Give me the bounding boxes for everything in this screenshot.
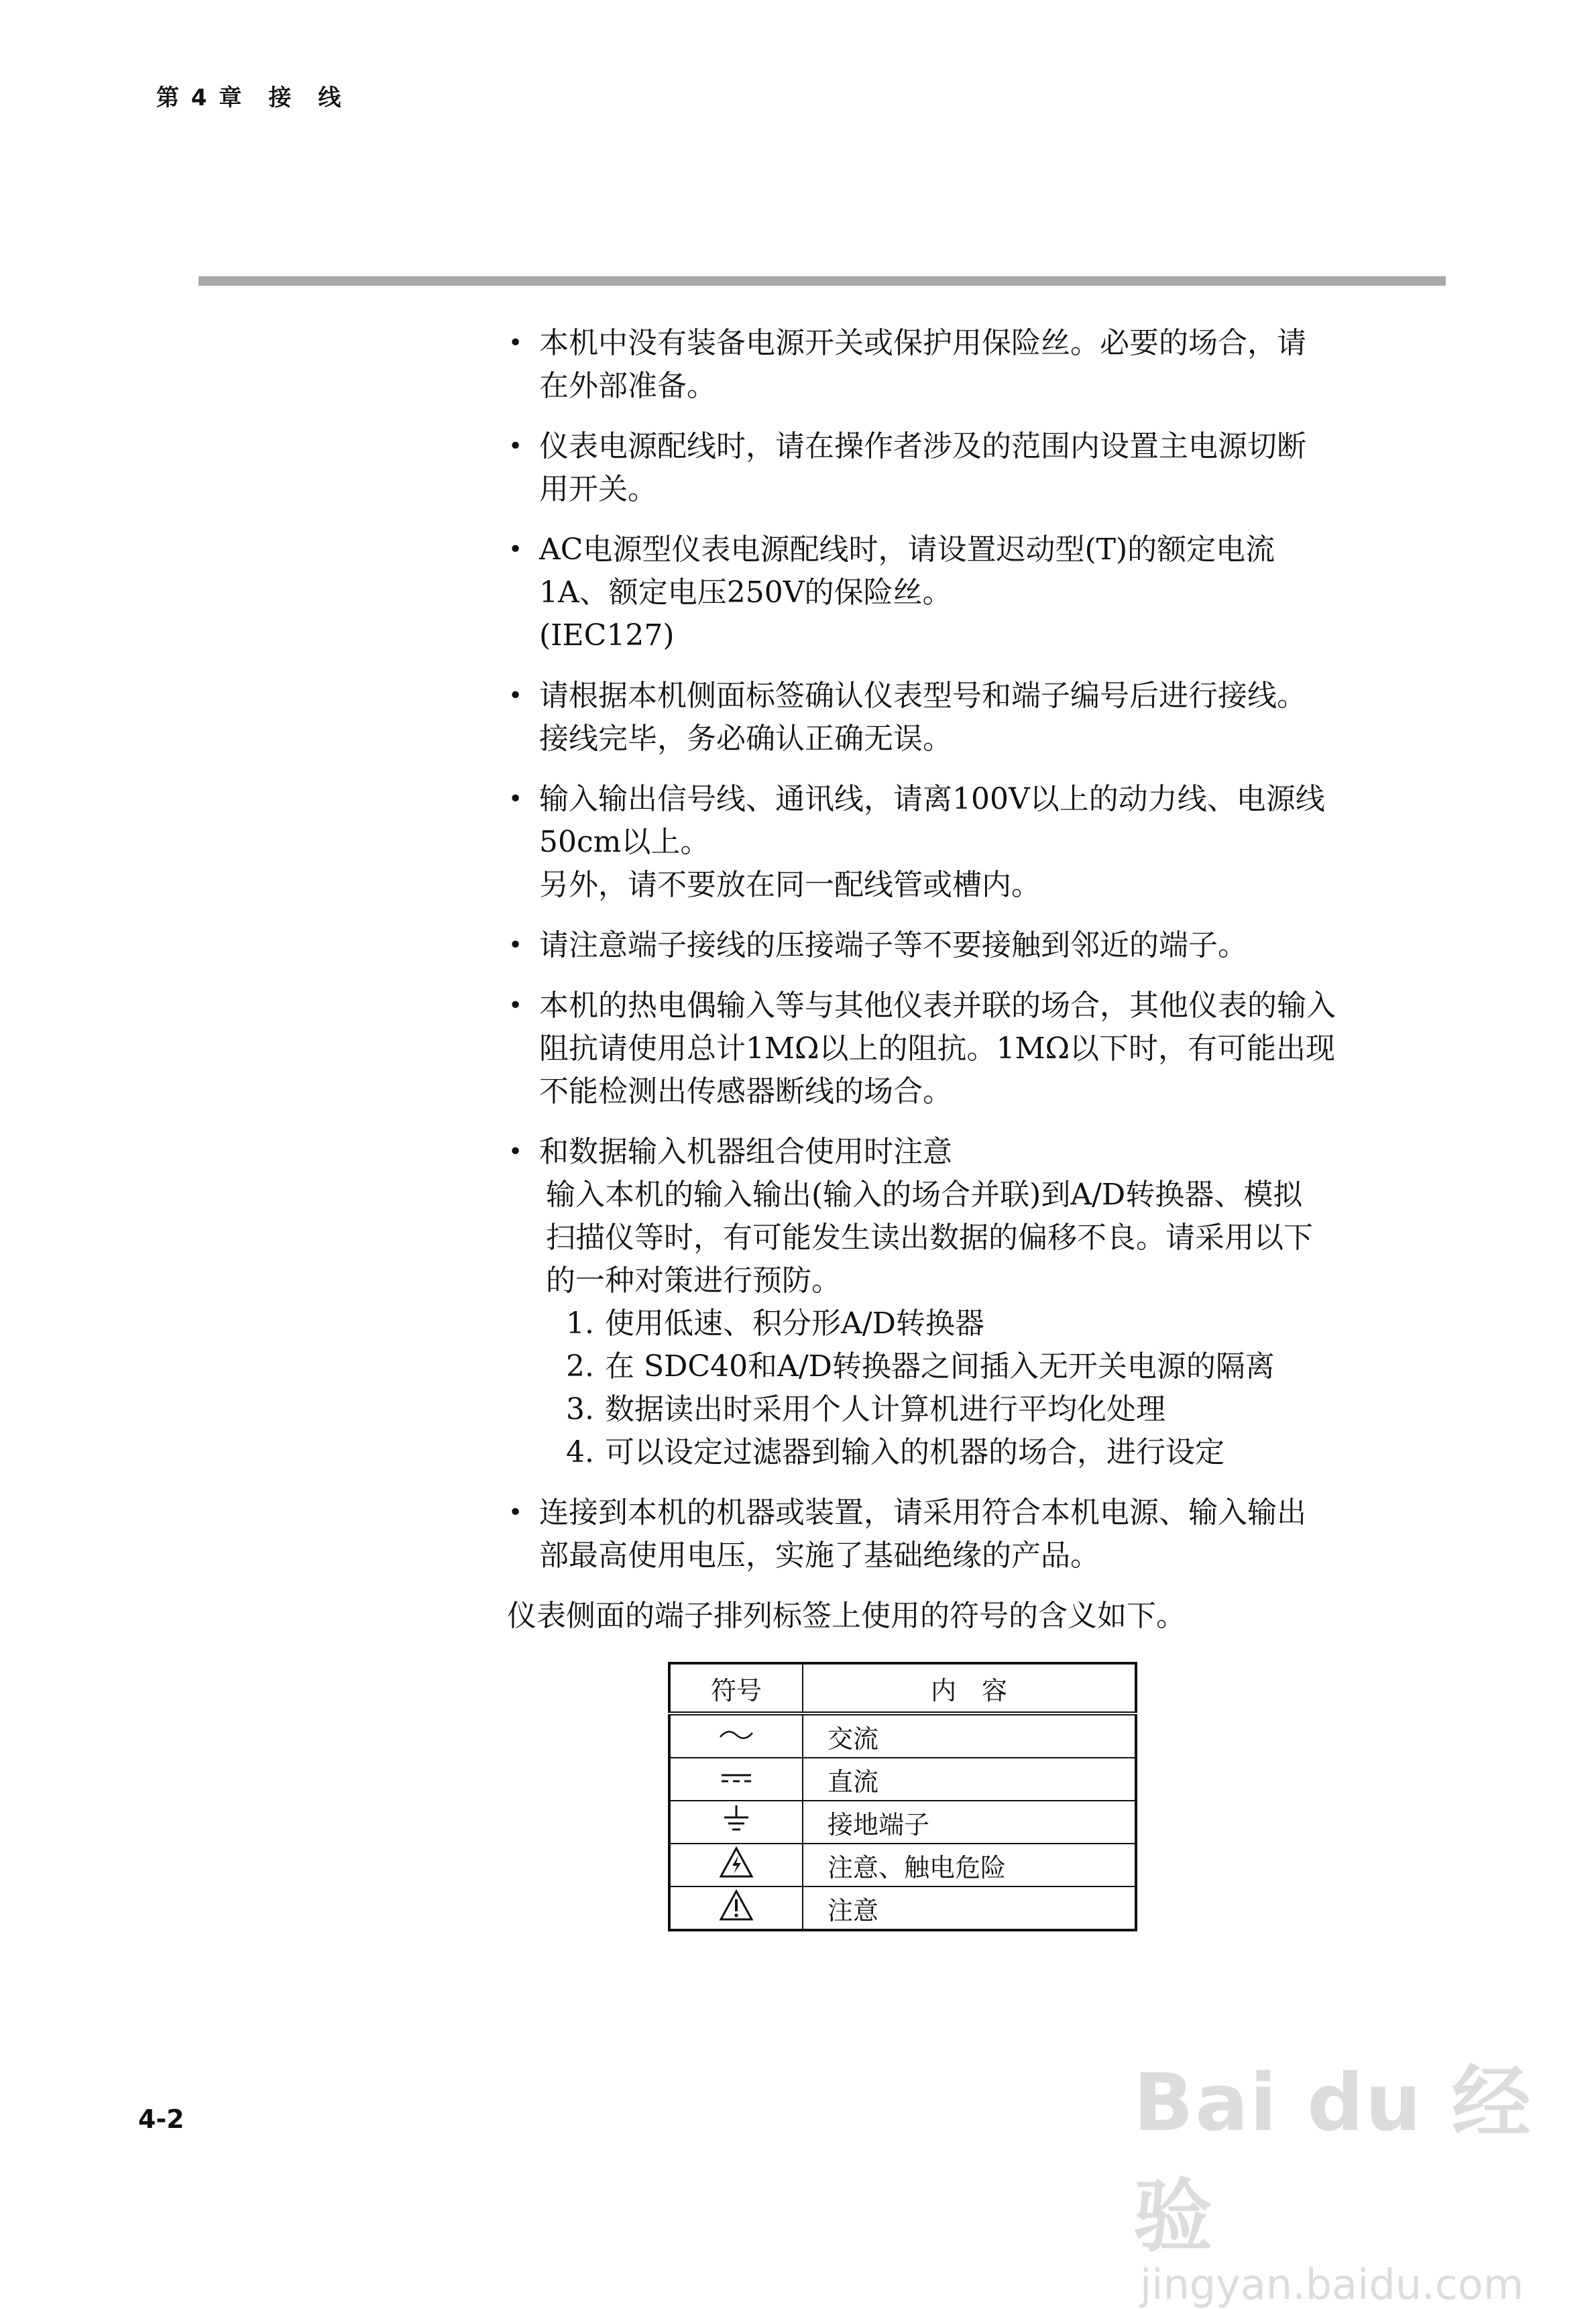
bullet-icon: • [508,785,523,813]
table-row: 直流 [669,1758,1136,1801]
table-row: 注意、触电危险 [669,1844,1136,1886]
symbol-intro: 仪表侧面的端子排列标签上使用的符号的含义如下。 [507,1599,1186,1633]
note-item: • 请注意端子接线的压接端子等不要接触到邻近的端子。 [507,924,1446,967]
note-item: • 本机中没有装备电源开关或保护用保险丝。必要的场合，请 在外部准备。 [507,322,1446,408]
ac-wave-icon [716,1725,756,1745]
symbol-table [668,1662,1137,1931]
note-item: • 连接到本机的机器或装置，请采用符合本机电源、输入输出 部最高使用电压，实施了基础绝缘的产品。 [507,1491,1446,1577]
note-item: • 请根据本机侧面标签确认仪表型号和端子编号后进行接线。 接线完毕，务必确认正确无误。 [507,675,1446,761]
note-item: • 输入输出信号线、通讯线，请离100V以上的动力线、电源线 50cm以上。 另外，请不要放在同一配线管或槽内。 [507,778,1446,907]
note-item: • 仪表电源配线时，请在操作者涉及的范围内设置主电源切断 用开关。 [507,425,1446,511]
countermeasure-item: 4. 可以设定过滤器到输入的机器的场合，进行设定 [566,1435,1224,1469]
bullet-icon: • [508,536,523,563]
countermeasure-item: 1. 使用低速、积分形A/D转换器 [566,1306,984,1341]
bullet-icon: • [508,433,523,460]
table-row: 交流 [669,1713,1136,1758]
table-row: 注意 [669,1886,1136,1930]
watermark [1133,2039,1596,2309]
countermeasure-item: 3. 数据读出时采用个人计算机进行平均化处理 [566,1392,1165,1426]
chapter-header: 第 4 章 接 线 [156,85,343,111]
bullet-icon: • [508,329,523,357]
notes-content [507,322,1446,1638]
caution-icon [719,1889,754,1921]
note-item: • 本机的热电偶输入等与其他仪表并联的场合，其他仪表的输入 阻抗请使用总计1MΩ以上的阻抗。1MΩ以下时，有可能出现 不能检测出传感器断线的场合。 [507,984,1446,1113]
table-row: 接地端子 [669,1801,1136,1844]
countermeasure-item: 2. 在 SDC40和A/D转换器之间插入无开关电源的隔离 [566,1349,1275,1384]
note-item: • 和数据输入机器组合使用时注意 输入本机的输入输出(输入的场合并联)到A/D转换器、模拟 扫描仪等时，有可能发生读出数据的偏移不良。请采用以下 的一种对策进行预防。 1. 使用低速、积分形A/D转换器 2. 在 SDC40和A/D转换器之间插入无开关电源的隔离 3. 数据读出时采用个人计算机进行平均化处理 4. 可以设定过滤器到输入的机器的场合，进行设定 [507,1131,1446,1474]
shock-warning-icon [719,1846,754,1878]
section-divider [198,276,1446,286]
watermark-brand: Bai du 经验 [1133,2056,1532,2263]
bullet-icon: • [508,682,523,710]
symbol-column-header: 符号 [669,1663,803,1713]
dc-icon [716,1768,756,1788]
note-item: • AC电源型仪表电源配线时，请设置迟动型(T)的额定电流 1A、额定电压250V的保险丝。 (IEC127) [507,528,1446,657]
bullet-icon: • [508,1499,523,1526]
bullet-icon: • [508,992,523,1019]
ground-icon [722,1804,751,1835]
content-column-header: 内 容 [803,1663,1136,1713]
bullet-icon: • [508,932,523,959]
page-number: 4-2 [138,2104,184,2134]
watermark-url: jingyan.baidu.com [1140,2260,1524,2309]
bullet-icon: • [508,1138,523,1166]
